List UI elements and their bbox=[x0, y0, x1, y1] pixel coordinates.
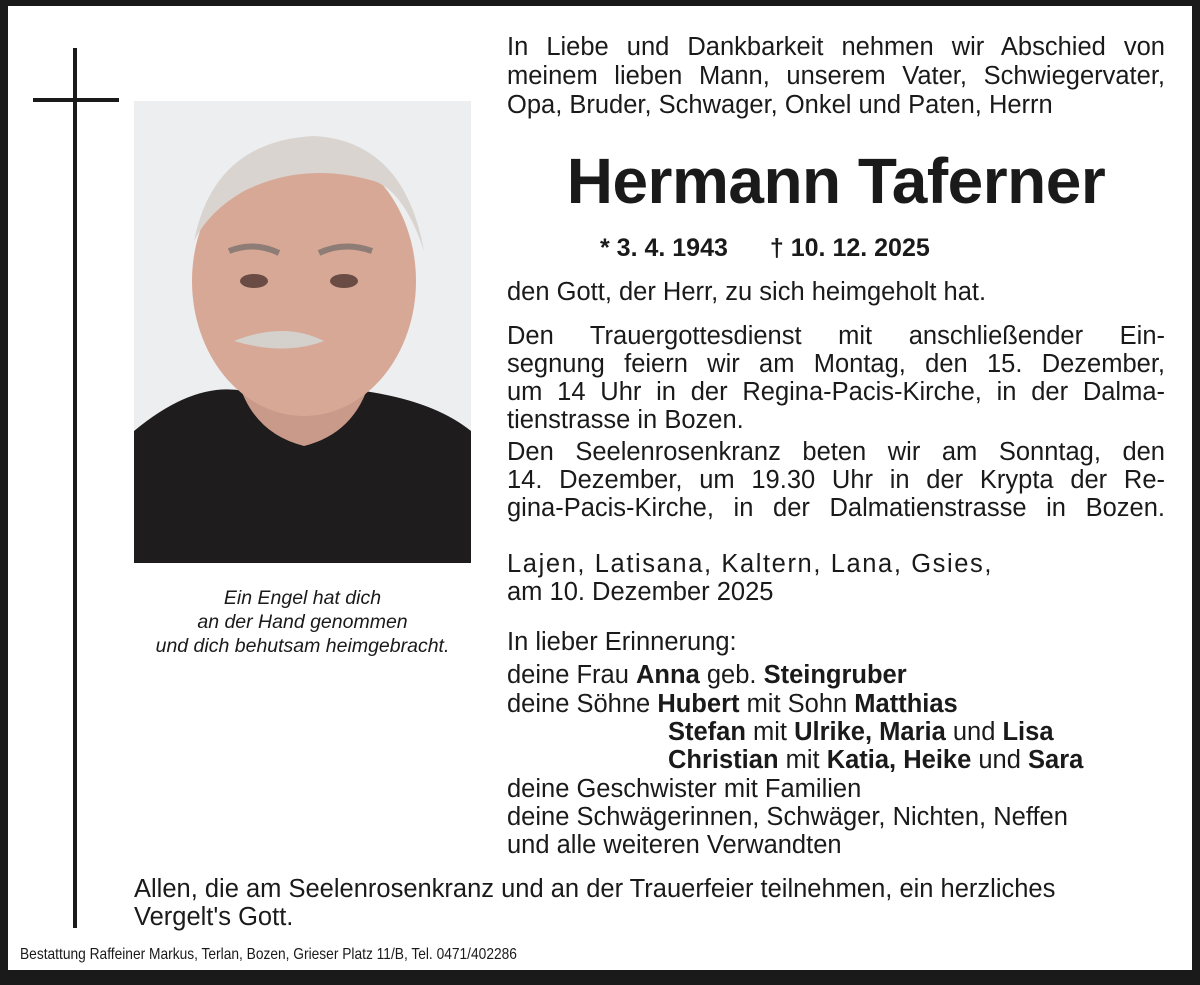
deceased-name: Hermann Taferner bbox=[566, 145, 1106, 217]
rosary-line: 14. Dezember, um 19.30 Uhr in der Krypta der Re- bbox=[507, 466, 1165, 494]
family-siblings: deine Geschwister mit Familien bbox=[507, 775, 862, 803]
funeral-line: Den Trauergottesdienst mit anschließender Ein- bbox=[507, 322, 1165, 350]
family-wife: deine Frau Anna geb. Steingruber bbox=[507, 661, 907, 689]
places-line: Lajen, Latisana, Kaltern, Lana, Gsies, bbox=[507, 550, 994, 578]
family-son-stefan: Stefan mit Ulrike, Maria und Lisa bbox=[668, 718, 1054, 746]
birth-date: * 3. 4. 1943 bbox=[600, 234, 728, 262]
rosary-line: Den Seelenrosenkranz beten wir am Sonntag, den bbox=[507, 438, 1165, 466]
caption-line: Ein Engel hat dich bbox=[223, 587, 382, 609]
life-dates bbox=[600, 234, 972, 263]
intro-line: In Liebe und Dankbarkeit nehmen wir Abschied von bbox=[507, 33, 1165, 61]
family-inlaws: deine Schwägerinnen, Schwäger, Nichten, Neffen bbox=[507, 803, 1068, 831]
family-son-christian: Christian mit Katia, Heike und Sara bbox=[668, 746, 1084, 774]
funeral-line: tienstrasse in Bozen. bbox=[507, 406, 744, 434]
family-sons: deine Söhne Hubert mit Sohn Matthias bbox=[507, 690, 958, 718]
intro-line: Opa, Bruder, Schwager, Onkel und Paten, Herrn bbox=[507, 91, 1053, 119]
called-home-text: den Gott, der Herr, zu sich heimgeholt hat. bbox=[507, 278, 987, 306]
caption-line: an der Hand genommen bbox=[197, 611, 408, 633]
death-date: † 10. 12. 2025 bbox=[769, 234, 930, 262]
thanks-line: Allen, die am Seelenrosenkranz und an der Trauerfeier teilnehmen, ein herzliches bbox=[134, 875, 1056, 903]
funeral-line: um 14 Uhr in der Regina-Pacis-Kirche, in der Dalma- bbox=[507, 378, 1165, 406]
funeral-home-footer: Bestattung Raffeiner Markus, Terlan, Bozen, Grieser Platz 11/B, Tel. 0471/402286 bbox=[20, 946, 517, 963]
caption-line: und dich behutsam heimgebracht. bbox=[155, 635, 450, 657]
date-line: am 10. Dezember 2025 bbox=[507, 578, 774, 606]
intro-line: meinem lieben Mann, unserem Vater, Schwiegervater, bbox=[507, 62, 1165, 90]
cross-icon bbox=[73, 48, 77, 928]
memory-heading: In lieber Erinnerung: bbox=[507, 628, 737, 656]
rosary-line: gina-Pacis-Kirche, in der Dalmatienstrasse in Bozen. bbox=[507, 494, 1165, 522]
portrait-photo bbox=[134, 101, 471, 563]
cross-icon-bar bbox=[33, 98, 119, 102]
funeral-line: segnung feiern wir am Montag, den 15. Dezember, bbox=[507, 350, 1165, 378]
thanks-line: Vergelt's Gott. bbox=[134, 903, 294, 931]
family-relatives: und alle weiteren Verwandten bbox=[507, 831, 842, 859]
